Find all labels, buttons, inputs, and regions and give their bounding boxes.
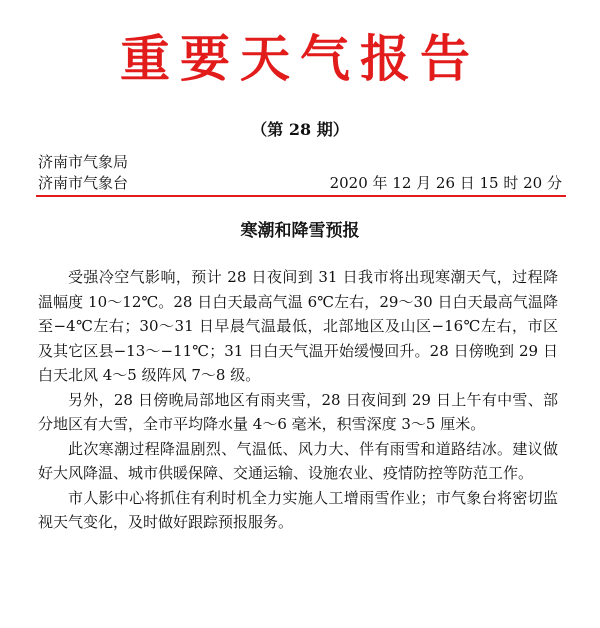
- issuer-bureau: 济南市气象局: [38, 153, 129, 171]
- paragraph-advice: 此次寒潮过程降温剧烈、气温低、风力大、伴有雨雪和道路结冰。建议做好大风降温、城市供暖保障、交通运输、设施农业、疫情防控等防范工作。: [38, 439, 558, 482]
- issuer-observatory: 济南市气象台: [38, 174, 129, 192]
- paragraph-forecast: 受强冷空气影响，预计 28 日夜间到 31 日我市将出现寒潮天气，过程降温幅度 10～12℃。28 日白天最高气温 6℃左右，29～30 日白天最高气温降至−4℃左右；30～31 日早晨气温最低，北部地区及山区−16℃左右，市区及其它区县−13～−11℃；31 日白天气温开始缓慢回升。28 日傍晚到 29 日白天北风 4～5 级阵风 7～8 级。: [38, 268, 558, 384]
- report-masthead: 重要天气报告: [120, 29, 480, 88]
- paragraph-snowfall: 另外，28 日傍晚局部地区有雨夹雪，28 日夜间到 29 日上午有中雪、部分地区有大雪，全市平均降水量 4～6 毫米，积雪深度 3～5 厘米。: [38, 390, 558, 433]
- paragraph-service: 市人影中心将抓住有利时机全力实施人工增雨雪作业；市气象台将密切监视天气变化，及时做好跟踪预报服务。: [38, 488, 558, 531]
- report-body: [38, 265, 558, 535]
- header-divider: [36, 195, 566, 197]
- issue-number: （第 28 期）: [251, 120, 349, 139]
- report-headline: 寒潮和降雪预报: [240, 221, 360, 241]
- issue-datetime: 2020 年 12 月 26 日 15 时 20 分: [329, 174, 562, 192]
